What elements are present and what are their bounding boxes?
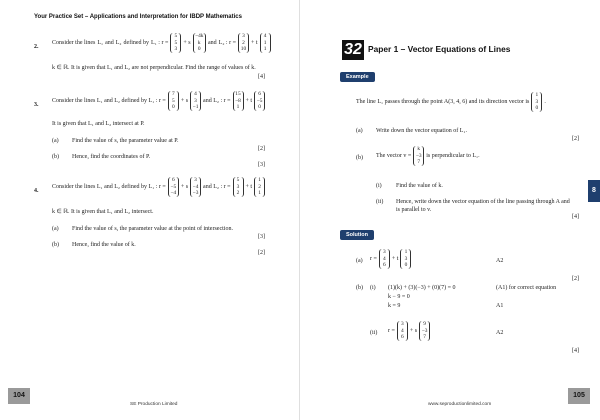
vector-component: 7 — [423, 334, 426, 341]
example-bi-label: (i) — [376, 183, 382, 189]
q2-line2: k ∈ ℝ. It is given that L₁ and L₂ are not perpendicular. Find the range of values of k. — [52, 65, 256, 71]
solution-a-mark: A2 — [496, 258, 504, 264]
vector-component: 9 — [423, 321, 426, 327]
chapter-number-badge: 32 — [342, 40, 364, 60]
example-bii-text2: is parallel to v. — [396, 207, 432, 213]
vector-component: k — [197, 39, 201, 46]
vector-component: 3 — [236, 183, 240, 190]
q4-a-marks: [3] — [258, 234, 265, 240]
vector-component: −5 — [170, 183, 177, 190]
example-a-text: Write down the vector equation of L₁. — [376, 128, 467, 134]
vector-component: 5 — [171, 97, 175, 104]
example-bi-text: Find the value of k. — [396, 183, 443, 189]
q2-l1-def: L₁ : r = — [151, 39, 169, 46]
right-page — [300, 0, 600, 420]
q2-and: and — [105, 39, 114, 46]
vector-component: 0 — [404, 262, 408, 269]
right-footer: www.seproductionlimited.com — [428, 402, 492, 407]
q3-a-label: (a) — [52, 138, 59, 144]
solution-bii-r: r = — [388, 327, 395, 334]
right-page-number: 105 — [568, 388, 590, 404]
example-direction — [531, 92, 542, 112]
vector-component: 1 — [535, 92, 539, 98]
example-b-text-a: The vector v = — [376, 152, 412, 159]
q4-number: 4. — [34, 188, 39, 194]
example-b-text-b: is perpendicular to L₁. — [426, 152, 480, 159]
solution-a-direction — [400, 249, 411, 269]
vector-component: 1 — [258, 177, 261, 183]
vector-component: 2 — [242, 39, 245, 46]
vector-component: 15 — [235, 91, 241, 97]
vector-component: 5 — [236, 177, 240, 183]
running-header: Your Practice Set – Applications and Interpretation for IBDP Mathematics — [34, 14, 242, 20]
solution-b-label: (b) — [356, 285, 363, 291]
example-statement — [356, 92, 546, 112]
solution-a-marks: [2] — [572, 276, 579, 282]
vector-component: −4 — [192, 183, 199, 190]
vector-component: 0 — [535, 105, 539, 112]
vector-component: 7 — [417, 159, 421, 166]
q2-plus-t: + t — [250, 39, 258, 46]
chapter-side-tab[interactable]: 8 — [588, 180, 600, 202]
q2-l2-def: L₂ : r = — [218, 39, 236, 46]
vector-component: 0 — [258, 104, 261, 111]
q2-marks: [4] — [258, 74, 265, 80]
solution-a-point — [379, 249, 390, 269]
solution-a-equation — [370, 249, 411, 269]
solution-bi-line1: (1)(k) + (3)(−3) + (0)(7) = 0 — [388, 285, 456, 291]
vector-component: −3 — [415, 152, 422, 159]
q2-plus-s: + s — [183, 39, 191, 46]
vector-component: 1 — [404, 249, 408, 255]
q3-b-text: Hence, find the coordinates of P. — [72, 154, 151, 160]
vector-component: 6 — [401, 334, 404, 341]
chapter-title: Paper 1 – Vector Equations of Lines — [368, 44, 511, 54]
q3-statement — [52, 91, 265, 111]
vector-component: −4 — [170, 190, 177, 197]
q4-text: Consider the lines L₁ and L₂ defined by L₁ : r = — [52, 183, 166, 190]
solution-bii-plus: + s — [409, 327, 418, 334]
q2-v1 — [170, 33, 181, 53]
example-b-marks: [4] — [572, 214, 579, 220]
solution-a-label: (a) — [356, 258, 363, 264]
vector-component: 3 — [242, 33, 245, 39]
example-b-label: (b) — [356, 155, 363, 161]
vector-component: 2 — [258, 183, 261, 190]
q4-plus-t: + t — [245, 183, 253, 190]
q2-number: 2. — [34, 44, 39, 50]
q3-plus-t: + t — [245, 97, 253, 104]
q2-l1: L₁ — [97, 39, 104, 46]
vector-component: 4 — [383, 255, 386, 262]
left-footer: SE Production Limited — [130, 402, 178, 407]
vector-component: 3 — [401, 321, 404, 327]
solution-bii-point — [397, 321, 408, 341]
q2-v2 — [238, 33, 249, 53]
q4-d2 — [254, 177, 265, 197]
solution-b-marks: [4] — [572, 348, 579, 354]
q3-a-text: Find the value of s, the parameter value at P. — [72, 138, 179, 144]
vector-component: 1 — [236, 104, 240, 111]
vector-component: 3 — [174, 46, 178, 53]
vector-component: −4k — [195, 33, 204, 39]
q4-v1 — [168, 177, 179, 197]
vector-component: 5 — [174, 39, 178, 46]
vector-component: 10 — [240, 46, 247, 53]
q4-b-marks: [2] — [258, 250, 265, 256]
vector-component: 5 — [174, 33, 178, 39]
example-period: . — [544, 98, 546, 105]
q3-mid: and L₂ : r = — [203, 97, 231, 104]
q2-statement — [52, 33, 271, 53]
solution-bii-direction — [419, 321, 430, 341]
vector-component: 3 — [383, 249, 386, 255]
q2-defined: defined by — [123, 39, 150, 46]
q2-d1 — [193, 33, 206, 53]
q2-text: Consider the lines — [52, 39, 96, 46]
solution-bi-line1-mark: (A1) for correct equation — [496, 285, 557, 291]
vector-component: k — [417, 146, 421, 152]
example-text: The line L₁ passes through the point A(3, 4, 6) and its direction vector is — [356, 98, 530, 105]
vector-component: 4 — [401, 327, 404, 334]
vector-component: 3 — [404, 255, 408, 262]
q3-b-marks: [3] — [258, 162, 265, 168]
vector-component: 6 — [383, 262, 386, 269]
vector-component: 7 — [171, 91, 175, 97]
q4-d1 — [190, 177, 201, 197]
vector-component: 4 — [194, 91, 197, 97]
vector-component: 3 — [194, 177, 197, 183]
q3-d2 — [254, 91, 265, 111]
solution-bi-line3: k = 9 — [388, 303, 401, 309]
example-b-vector — [413, 146, 424, 166]
q2-and2: and — [208, 39, 217, 46]
vector-component: −5 — [256, 97, 263, 104]
q4-b-label: (b) — [52, 242, 59, 248]
left-page-number: 104 — [8, 388, 30, 404]
q4-a-text: Find the value of s, the parameter value at the point of intersection. — [72, 226, 233, 232]
q4-statement — [52, 177, 265, 197]
example-bii-text1: Hence, write down the vector equation of the line passing through A and — [396, 199, 570, 205]
q4-line2: k ∈ ℝ. It is given that L₁ and L₂ intersect. — [52, 209, 154, 215]
q3-line2: It is given that L₁ and L₂ intersect at P. — [52, 121, 145, 127]
q3-v2 — [233, 91, 244, 111]
solution-bii-label: (ii) — [370, 330, 378, 336]
q4-v2 — [233, 177, 244, 197]
vector-component: −1 — [192, 104, 199, 111]
vector-component: 4 — [263, 33, 267, 39]
q4-b-text: Hence, find the value of k. — [72, 242, 136, 248]
vector-component: 3 — [194, 97, 197, 104]
solution-bii-equation — [388, 321, 430, 341]
q2-d2 — [260, 33, 271, 53]
q4-plus-s: + s — [180, 183, 189, 190]
example-b-statement — [376, 146, 480, 166]
solution-bii-mark: A2 — [496, 330, 504, 336]
solution-bi-line2: k − 9 = 0 — [388, 294, 410, 300]
q4-a-label: (a) — [52, 226, 59, 232]
q3-b-label: (b) — [52, 154, 59, 160]
vector-component: 2 — [236, 190, 240, 197]
example-a-marks: [2] — [572, 136, 579, 142]
q3-d1 — [190, 91, 201, 111]
q2-l2: L₂ — [115, 39, 122, 46]
solution-tag: Solution — [340, 230, 374, 240]
q3-text: Consider the lines L₁ and L₂ defined by L₁ : r = — [52, 97, 166, 104]
vector-component: 6 — [258, 91, 261, 97]
q3-v1 — [168, 91, 179, 111]
vector-component: 3 — [535, 98, 539, 105]
q3-number: 3. — [34, 102, 39, 108]
q3-a-marks: [2] — [258, 146, 265, 152]
vector-component: 1 — [258, 190, 261, 197]
solution-a-plus: + t — [391, 255, 399, 262]
vector-component: −3 — [421, 327, 428, 334]
solution-bi-line3-mark: A1 — [496, 303, 504, 309]
vector-component: 0 — [197, 46, 201, 53]
solution-a-r: r = — [370, 255, 377, 262]
example-a-label: (a) — [356, 128, 363, 134]
vector-component: −3 — [192, 190, 199, 197]
vector-component: −8 — [235, 97, 241, 104]
q4-mid: and L₂ : r = — [203, 183, 231, 190]
example-bii-label: (ii) — [376, 199, 384, 205]
vector-component: 1 — [263, 39, 267, 46]
vector-component: 6 — [171, 177, 175, 183]
vector-component: 1 — [263, 46, 267, 53]
solution-bi-label: (i) — [370, 285, 376, 291]
vector-component: 0 — [171, 104, 175, 111]
q3-plus-s: + s — [180, 97, 189, 104]
example-tag: Example — [340, 72, 375, 82]
